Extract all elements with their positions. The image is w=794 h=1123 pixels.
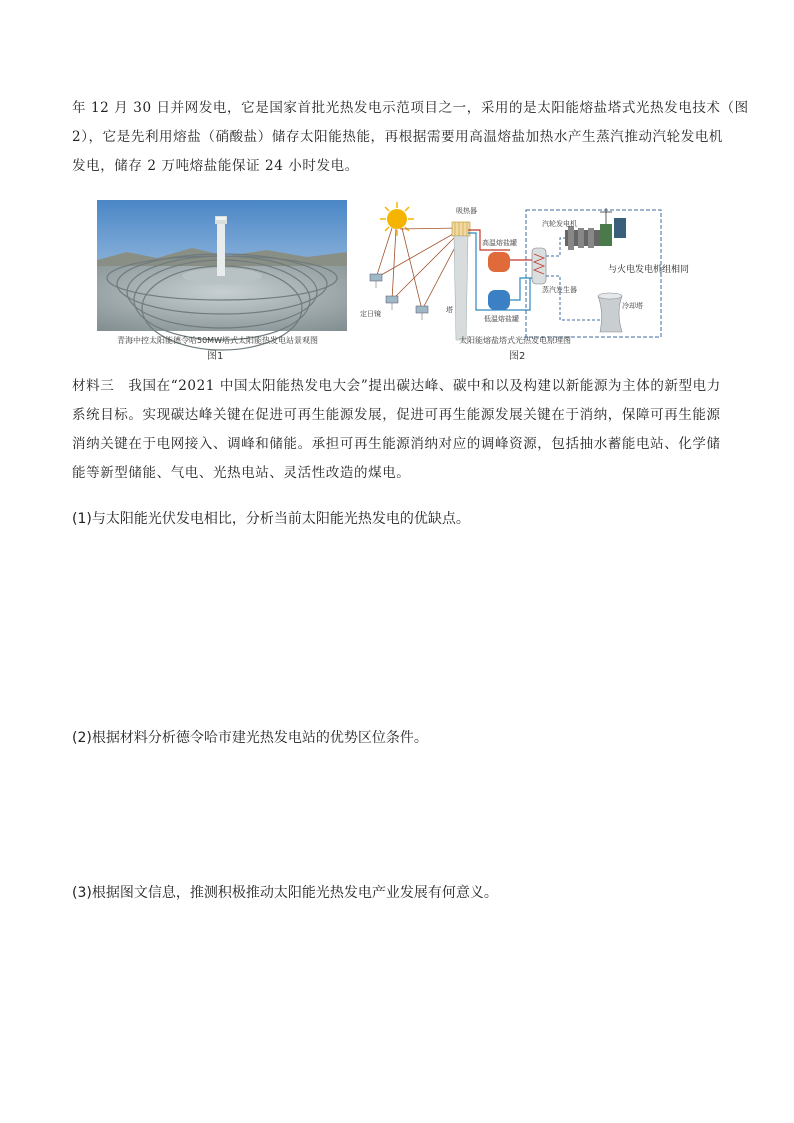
steam-generator-label: 蒸汽发生器	[542, 286, 577, 294]
high-tank-label: 高温熔盐罐	[482, 239, 517, 247]
molten-salt-tower-diagram	[360, 200, 690, 343]
question-3: (3)根据图文信息，推测积极推动太阳能光热发电产业发展有何意义。	[72, 885, 498, 901]
material-2-line: 发电，储存 2 万吨熔盐能保证 24 小时发电。	[72, 158, 359, 174]
cooling-tower-icon	[598, 293, 622, 332]
turbine-label: 汽轮发电机	[542, 220, 577, 228]
tower-icon	[452, 222, 470, 340]
material-3-line: 材料三 我国在“2021 中国太阳能热发电大会”提出碳达峰、碳中和以及构建以新能源为主体的新型电力	[72, 378, 721, 394]
figure-2-caption: 太阳能熔盐塔式光热发电原理图	[459, 336, 571, 345]
cold-tank-icon	[488, 290, 510, 310]
question-1: (1)与太阳能光伏发电相比，分析当前太阳能光热发电的优缺点。	[72, 511, 470, 527]
steam-generator-icon	[532, 248, 546, 284]
figure-2-label: 图2	[509, 351, 526, 362]
hot-tank-icon	[488, 252, 510, 272]
question-2: (2)根据材料分析德令哈市建光热发电站的优势区位条件。	[72, 730, 428, 746]
receiver-label: 吸热器	[456, 207, 477, 215]
material-3-line: 能等新型储能、气电、光热电站、灵活性改造的煤电。	[72, 465, 411, 481]
material-2-line: 2），它是先利用熔盐（硝酸盐）储存太阳能热能，再根据需要用高温熔盐加热水产生蒸汽推动汽轮发电机	[72, 129, 724, 145]
material-3-paragraph	[72, 372, 724, 488]
tower-label: 塔	[446, 306, 453, 314]
figure-1-photo	[97, 200, 347, 331]
material-2-line: 年 12 月 30 日并网发电，它是国家首批光热发电示范项目之一，采用的是太阳能熔盐塔式光热发电技术（图	[72, 100, 749, 116]
material-3-line: 消纳关键在于电网接入、调峰和储能。承担可再生能源消纳对应的调峰资源，包括抽水蓄能电站、化学储	[72, 436, 721, 452]
low-tank-label: 低温熔盐罐	[484, 315, 519, 323]
turbine-generator-icon	[565, 208, 626, 250]
cooling-tower-label: 冷却塔	[622, 302, 643, 310]
figure-1-label: 图1	[207, 351, 224, 362]
material-2-paragraph	[72, 94, 749, 181]
figure-1-caption: 青海中控太阳能德令哈50MW塔式太阳能热发电站景观图	[117, 336, 318, 345]
solar-tower-photo	[97, 200, 347, 331]
heliostat-label: 定日镜	[360, 310, 381, 318]
material-3-line: 系统目标。实现碳达峰关键在促进可再生能源发展，促进可再生能源发展关键在于消纳，保障可再生能源	[72, 407, 721, 423]
sun-icon	[380, 202, 414, 236]
same-as-label: 与火电发电机组相同	[608, 265, 690, 275]
figure-2-diagram	[360, 200, 690, 343]
